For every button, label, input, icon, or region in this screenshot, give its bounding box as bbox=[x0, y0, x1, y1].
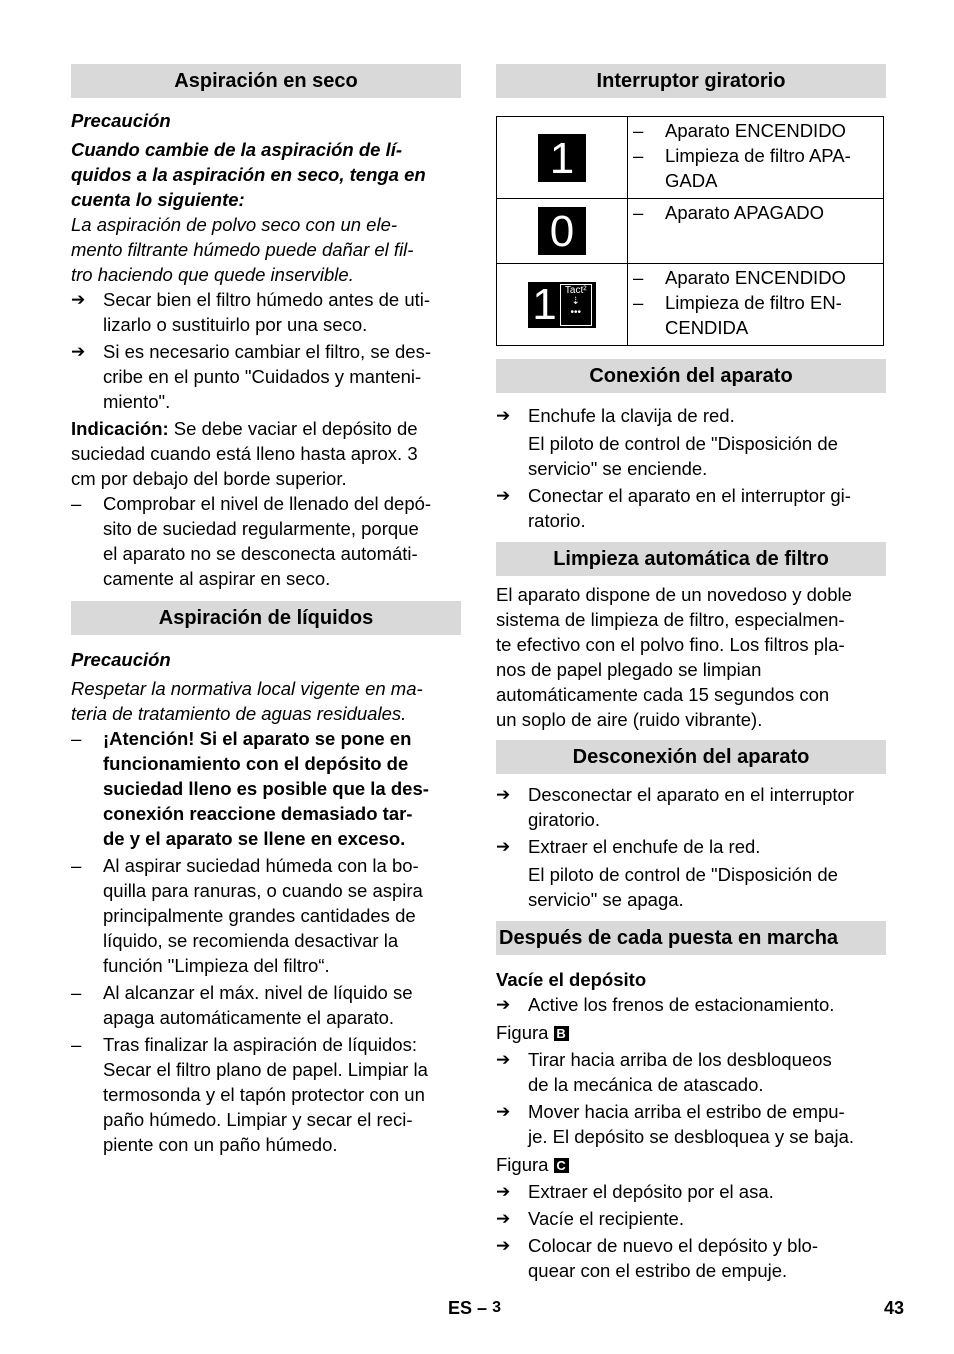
figure-c-icon: C bbox=[554, 1158, 569, 1173]
arrow-icon: ➔ bbox=[71, 290, 86, 309]
switch-symbol-cell bbox=[497, 117, 628, 199]
switch-symbol-cell bbox=[497, 199, 628, 264]
auto-filter-cleaning-heading: Limpieza automática de filtro bbox=[496, 542, 886, 576]
dash-item: – Al aspirar suciedad húmeda con la bo- quilla para ranuras, o cuando se aspira principalmente grandes cantidades de líquido, se recomienda desactivar la función "Limpieza del filtro“. bbox=[71, 855, 423, 976]
table-row bbox=[497, 199, 884, 264]
action-step: ➔ Enchufe la clavija de red. bbox=[496, 405, 735, 426]
arrow-icon: ➔ bbox=[496, 1102, 511, 1121]
action-step: ➔ Desconectar el aparato en el interruptor giratorio. bbox=[496, 784, 854, 830]
page-footer-section bbox=[448, 1298, 501, 1319]
arrow-icon: ➔ bbox=[496, 995, 511, 1014]
rotary-switch-heading: Interruptor giratorio bbox=[496, 64, 886, 98]
switch-off-icon: 0 bbox=[538, 207, 586, 255]
right-column bbox=[496, 64, 886, 1283]
dash-icon: – bbox=[71, 982, 82, 1003]
dash-item: – Al alcanzar el máx. nivel de líquido se apaga automáticamente el aparato. bbox=[71, 982, 413, 1028]
switch-symbol-cell bbox=[497, 264, 628, 346]
dash-item: – Comprobar el nivel de llenado del depó- sito de suciedad regularmente, porque el aparato no se desconecta automáti- camente al aspirar en seco. bbox=[71, 493, 432, 589]
figure-reference: Figura C bbox=[496, 1152, 886, 1177]
action-step: ➔ Extraer el depósito por el asa. bbox=[496, 1181, 774, 1202]
arrow-icon: ➔ bbox=[496, 785, 511, 804]
switch-on-icon: 1 bbox=[538, 134, 586, 182]
switch-description: – Aparato ENCENDIDO – Limpieza de filtro APA- GADA bbox=[628, 117, 884, 199]
bold-warning: Cuando cambie de la aspiración de lí- quidos a la aspiración en seco, tenga en cuenta lo siguiente: bbox=[71, 139, 426, 210]
dash-icon: – bbox=[71, 493, 82, 514]
action-step: ➔ Si es necesario cambiar el filtro, se des- cribe en el punto "Cuidados y manteni- miento". bbox=[71, 341, 431, 412]
note-paragraph: Indicación: Se debe vaciar el depósito de suciedad cuando está lleno hasta aprox. 3 cm por debajo del borde superior. bbox=[71, 418, 418, 489]
arrow-icon: ➔ bbox=[496, 1050, 511, 1069]
result-note: El piloto de control de "Disposición de servicio" se enciende. bbox=[528, 433, 838, 479]
section-number: 3 bbox=[492, 1299, 501, 1316]
action-step: ➔ Vacíe el recipiente. bbox=[496, 1208, 684, 1229]
caution-label: Precaución bbox=[71, 649, 171, 670]
arrow-icon: ➔ bbox=[71, 342, 86, 361]
dry-vacuum-heading: Aspiración en seco bbox=[71, 64, 461, 98]
connection-heading: Conexión del aparato bbox=[496, 359, 886, 393]
switch-description: – Aparato APAGADO bbox=[628, 199, 884, 264]
table-row bbox=[497, 264, 884, 346]
cleaning-paragraph: El aparato dispone de un novedoso y doble sistema de limpieza de filtro, especialmen- te efectivo con el polvo fino. Los filtros pla- nos de papel plegado se limpian automáticamente cada 15 segundos con un soplo de aire (ruido vibrante). bbox=[496, 584, 852, 730]
action-step: ➔ Tirar hacia arriba de los desbloqueos de la mecánica de atascado. bbox=[496, 1049, 832, 1095]
liquid-vacuum-heading: Aspiración de líquidos bbox=[71, 601, 461, 635]
caution-label: Precaución bbox=[71, 110, 171, 131]
arrow-icon: ➔ bbox=[496, 406, 511, 425]
table-row bbox=[497, 117, 884, 199]
page-number: 43 bbox=[884, 1298, 905, 1318]
result-note: El piloto de control de "Disposición de servicio" se apaga. bbox=[528, 864, 838, 910]
arrow-icon: ➔ bbox=[496, 1236, 511, 1255]
arrow-icon: ➔ bbox=[496, 837, 511, 856]
language-code: ES bbox=[448, 1298, 473, 1318]
arrow-icon: ➔ bbox=[496, 1182, 511, 1201]
arrow-icon: ➔ bbox=[496, 486, 511, 505]
action-step: ➔ Extraer el enchufe de la red. bbox=[496, 836, 761, 857]
italic-warning: La aspiración de polvo seco con un ele- mento filtrante húmedo puede dañar el fil- tro haciendo que quede inservible. bbox=[71, 214, 414, 285]
action-step: ➔ Active los frenos de estacionamiento. bbox=[496, 994, 835, 1015]
action-step: ➔ Secar bien el filtro húmedo antes de uti- lizarlo o sustituirlo por una seco. bbox=[71, 289, 431, 335]
switch-description: – Aparato ENCENDIDO – Limpieza de filtro EN- CENDIDA bbox=[628, 264, 884, 346]
disconnection-heading: Desconexión del aparato bbox=[496, 740, 886, 774]
left-column bbox=[71, 64, 461, 1157]
figure-b-icon: B bbox=[554, 1026, 569, 1041]
after-each-use-heading: Después de cada puesta en marcha bbox=[496, 921, 886, 955]
footer-dash: – bbox=[477, 1298, 488, 1318]
dash-icon: – bbox=[71, 855, 82, 876]
dash-item: – Tras finalizar la aspiración de líquidos: Secar el filtro plano de papel. Limpiar la termosonda y el tapón protector con un paño húmedo. Limpiar y secar el reci- piente con un paño húmedo. bbox=[71, 1034, 428, 1155]
italic-note: Respetar la normativa local vigente en ma- teria de tratamiento de aguas residuales. bbox=[71, 678, 423, 724]
dash-icon: – bbox=[71, 1034, 82, 1055]
dash-icon: – bbox=[71, 728, 82, 749]
switch-table bbox=[496, 116, 884, 346]
action-step: ➔ Conectar el aparato en el interruptor gi- ratorio. bbox=[496, 485, 851, 531]
switch-tact-icon: 1 Tact² ⇣ ••• bbox=[528, 282, 595, 328]
arrow-icon: ➔ bbox=[496, 1209, 511, 1228]
figure-reference: Figura B bbox=[496, 1020, 886, 1045]
dash-item: – ¡Atención! Si el aparato se pone en funcionamiento con el depósito de suciedad lleno es posible que la des- conexión reaccione demasiado tar- de y el aparato se llene en exceso. bbox=[71, 728, 429, 849]
action-step: ➔ Colocar de nuevo el depósito y blo- quear con el estribo de empuje. bbox=[496, 1235, 819, 1281]
action-step: ➔ Mover hacia arriba el estribo de empu- je. El depósito se desbloquea y se baja. bbox=[496, 1101, 855, 1147]
empty-tank-subheading: Vacíe el depósito bbox=[496, 969, 647, 990]
